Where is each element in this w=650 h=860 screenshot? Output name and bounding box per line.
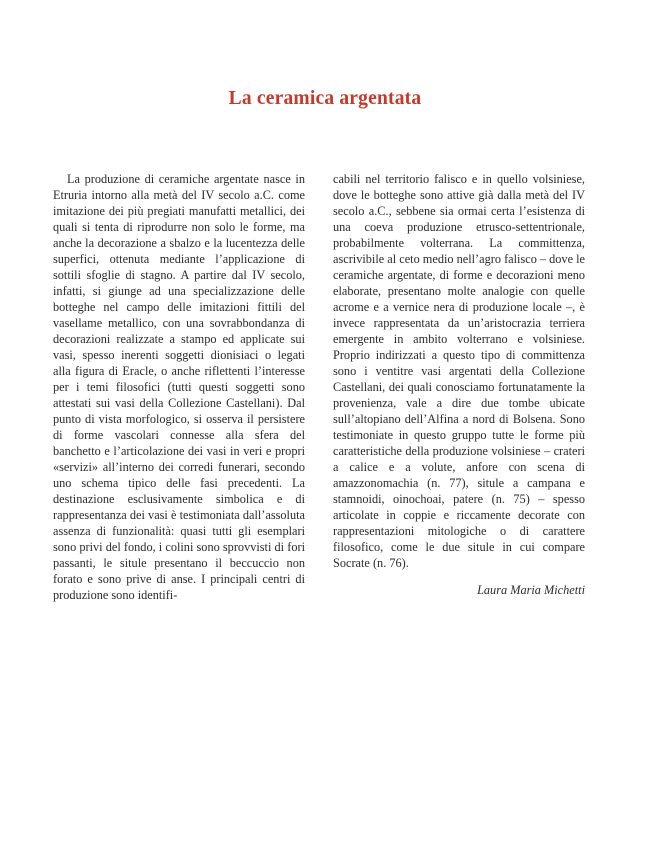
page-title: La ceramica argentata [228, 88, 422, 109]
body-paragraph-right: cabili nel territorio falisco e in quello volsiniese, dove le botteghe sono attive già dalla metà del IV secolo a.C., sebbene sia ormai certa l’esistenza di una coeva produzione etrusco-settentrionale, probabilmente volterrana. La committenza, ascrivibile al ceto medio nell’agro falisco – dove le ceramiche argentate, di forme e decorazioni meno elaborate, presentano molte analogie con quelle acrome e a vernice nera di produzione locale –, è invece rappresentata da un’aristocrazia terriera emergente in ambito volterrano e volsiniese. Proprio indirizzati a questo tipo di committenza sono i ventitre vasi argentati della Collezione Castellani, dei quali conosciamo fortunatamente la provenienza, vale a dire due tombe ubicate sull’altopiano dell’Alfina a nord di Bolsena. Sono testimoniate in questo gruppo tutte le forme più caratteristiche della produzione volsiniese – crateri a calice e a volute, anfore con scena di amazzonomachia (n. 77), situle a campana e stamnoidi, oinochoai, patere (n. 75) – spesso articolate in coppie e riccamente decorate con rappresentazioni mitologiche o di carattere filosofico, come le due situle in cui compare Socrate (n. 76). [333, 172, 585, 570]
author-signature: Laura Maria Michetti [477, 583, 585, 597]
body-paragraph-left: La produzione di ceramiche argentate nasce in Etruria intorno alla metà del IV secolo a.C. come imitazione dei più pregiati manufatti metallici, dei quali si tenta di riprodurre non solo le forme, ma anche la decorazione a sbalzo e la lucentezza delle superfici, ottenuta mediante l’applicazione di sottili sfoglie di stagno. A partire dal IV secolo, infatti, si giunge ad una specializzazione delle botteghe nel campo delle imitazioni fittili del vasellame metallico, con una sovrabbondanza di decorazioni realizzate a stampo ed applicate sui vasi, spesso inerenti soggetti dionisiaci o legati alla figura di Eracle, o anche riflettenti l’interesse per i temi filosofici (tutti questi soggetti sono attestati sui vasi della Collezione Castellani). Dal punto di vista morfologico, si osserva il persistere di forme vascolari connesse alla sfera del banchetto e l’articolazione dei vasi in veri e propri «servizi» all’interno dei corredi funerari, secondo uno schema tipico delle fasi precedenti. La destinazione esclusivamente simbolica e di rappresentanza dei vasi è testimoniata dall’assoluta assenza di funzionalità: quasi tutti gli esemplari sono privi del fondo, i colini sono sprovvisti di fori passanti, le situle presentano il beccuccio non forato e sono prive di anse. I principali centri di produzione sono identifi- [53, 172, 305, 602]
text-column-right [333, 171, 585, 598]
text-column-left [53, 171, 305, 603]
